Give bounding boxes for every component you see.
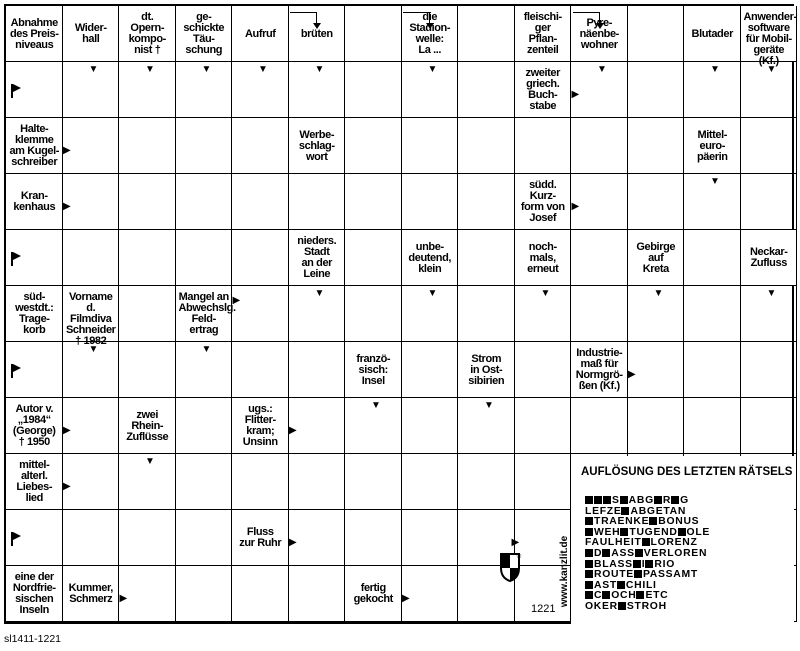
grid-cell[interactable] bbox=[289, 454, 346, 510]
right-arrow-icon: ▶ bbox=[63, 145, 71, 156]
solution-block bbox=[645, 560, 653, 568]
grid-cell[interactable] bbox=[628, 118, 685, 174]
right-arrow-icon: ▶ bbox=[571, 89, 580, 100]
clue-cell bbox=[289, 118, 346, 174]
clue-text: Gebirge auf Kreta bbox=[636, 240, 676, 275]
clue-text: südd. Kurz- form von Josef bbox=[520, 179, 565, 224]
clue-cell bbox=[345, 566, 402, 622]
right-arrow-icon: ▶ bbox=[628, 369, 636, 380]
solution-row: ROUTE PASSAMT bbox=[585, 570, 710, 581]
grid-cell[interactable] bbox=[119, 174, 176, 230]
corner-arrow-icon bbox=[290, 12, 317, 25]
grid-cell[interactable] bbox=[119, 118, 176, 174]
solution-row: TRAENKE BONUS bbox=[585, 517, 710, 528]
solution-block bbox=[602, 591, 610, 599]
grid-cell[interactable] bbox=[684, 398, 741, 454]
solution-block bbox=[585, 528, 593, 536]
solution-block bbox=[585, 581, 593, 589]
clue-text: ge- schickte Täu- schung bbox=[183, 11, 225, 56]
right-arrow-icon: ▶ bbox=[63, 425, 71, 436]
clue-cell bbox=[63, 286, 120, 347]
right-arrow-icon: ▶ bbox=[63, 201, 71, 212]
clue-cell bbox=[571, 342, 628, 398]
clue-text: Anwender- software für Mobil- geräte (Kf.) bbox=[743, 11, 797, 67]
grid-cell[interactable] bbox=[232, 566, 289, 622]
clue-cell bbox=[63, 566, 120, 622]
grid-cell[interactable] bbox=[684, 286, 741, 342]
clue-cell bbox=[232, 510, 289, 566]
grid-cell[interactable] bbox=[741, 398, 798, 454]
grid-cell[interactable] bbox=[571, 286, 628, 342]
clue-cell bbox=[628, 230, 685, 286]
down-arrow-icon: ▼ bbox=[427, 64, 438, 75]
clue-text: Neckar- Zufluss bbox=[749, 246, 788, 269]
grid-cell[interactable] bbox=[289, 566, 346, 622]
solution-row: AST CHILI bbox=[585, 581, 710, 592]
clue-text: dt. Opern- kompo- nist † bbox=[128, 11, 166, 56]
solution-block bbox=[621, 507, 629, 515]
clue-cell bbox=[6, 566, 63, 622]
clue-text: Mittel- euro- päerin bbox=[696, 128, 728, 163]
right-arrow-icon: ▶ bbox=[289, 425, 297, 436]
solution-block bbox=[642, 538, 650, 546]
clue-cell bbox=[515, 230, 572, 286]
solution-block bbox=[671, 496, 679, 504]
solution-row: D ASS VERLOREN bbox=[585, 549, 710, 560]
down-arrow-icon: ▼ bbox=[145, 64, 155, 75]
down-arrow-icon: ▼ bbox=[710, 64, 720, 75]
grid-cell[interactable] bbox=[345, 62, 402, 118]
solution-row: BLASS I RIO bbox=[585, 560, 710, 571]
grid-cell[interactable] bbox=[232, 454, 289, 510]
grid-cell[interactable] bbox=[402, 454, 459, 510]
grid-cell[interactable] bbox=[402, 118, 459, 174]
clue-text: Vorname d. Filmdiva Schneider † 1982 bbox=[65, 291, 116, 347]
clue-text: Mangel an Abwechslg. Feld- ertrag bbox=[178, 291, 236, 336]
corner-arrow-icon bbox=[403, 12, 430, 25]
grid-cell[interactable] bbox=[232, 286, 289, 342]
grid-cell[interactable] bbox=[402, 174, 459, 230]
grid-cell[interactable] bbox=[176, 398, 233, 454]
solution-grid bbox=[585, 496, 710, 613]
clue-text: brüten bbox=[300, 27, 333, 40]
grid-cell[interactable] bbox=[232, 118, 289, 174]
down-arrow-icon: ▼ bbox=[427, 288, 438, 299]
down-arrow-icon: ▼ bbox=[766, 288, 777, 299]
grid-cell[interactable] bbox=[741, 174, 798, 230]
grid-cell[interactable] bbox=[232, 230, 289, 286]
solution-block bbox=[617, 581, 625, 589]
clue-text: Werbe- schlag- wort bbox=[298, 128, 335, 163]
grid-cell[interactable] bbox=[345, 174, 402, 230]
grid-cell[interactable] bbox=[628, 62, 685, 118]
clue-text: Fluss zur Ruhr bbox=[239, 526, 282, 549]
down-arrow-icon: ▼ bbox=[484, 400, 494, 411]
grid-cell[interactable] bbox=[345, 6, 402, 62]
clue-text: nieders. Stadt an der Leine bbox=[297, 235, 337, 280]
grid-cell[interactable] bbox=[176, 566, 233, 622]
grid-cell[interactable] bbox=[628, 174, 685, 230]
grid-cell[interactable] bbox=[515, 342, 572, 398]
grid-cell[interactable] bbox=[119, 342, 176, 398]
solution-block bbox=[635, 549, 643, 557]
right-arrow-icon: ▶ bbox=[119, 593, 128, 604]
grid-cell[interactable] bbox=[289, 342, 346, 398]
clue-cell bbox=[232, 6, 289, 62]
clue-text: die Stadion- welle: La ... bbox=[409, 11, 451, 56]
grid-cell[interactable] bbox=[402, 342, 459, 398]
grid-cell[interactable] bbox=[176, 510, 233, 566]
down-arrow-icon: ▼ bbox=[314, 288, 325, 299]
solution-block bbox=[585, 591, 593, 599]
clue-text: Abnahme des Preis- niveaus bbox=[9, 16, 59, 51]
puzzle-number: 1221 bbox=[531, 603, 556, 615]
clue-cell bbox=[119, 398, 176, 454]
solution-block bbox=[585, 549, 593, 557]
clue-text: zwei Rhein- Zuflüsse bbox=[126, 408, 169, 443]
clue-text: Halte- klemme am Kugel- schreiber bbox=[9, 123, 60, 168]
grid-cell[interactable] bbox=[515, 118, 572, 174]
clue-cell bbox=[289, 230, 346, 286]
grid-cell[interactable] bbox=[232, 174, 289, 230]
svg-text:®: ® bbox=[516, 553, 522, 560]
right-arrow-icon: ▶ bbox=[571, 201, 580, 212]
clue-text: fertig gekocht bbox=[353, 582, 393, 605]
clue-text: Blutader bbox=[691, 27, 733, 40]
grid-cell[interactable] bbox=[119, 510, 176, 566]
down-arrow-icon: ▼ bbox=[597, 64, 607, 75]
clue-text: Strom in Ost- sibirien bbox=[468, 352, 505, 387]
solution-row: S ABG R G bbox=[585, 496, 710, 507]
publisher-logo-icon bbox=[499, 552, 521, 582]
grid-cell[interactable] bbox=[571, 118, 628, 174]
grid-cell[interactable] bbox=[515, 454, 572, 510]
clue-cell bbox=[402, 230, 459, 286]
grid-cell[interactable] bbox=[345, 230, 402, 286]
clue-text: mittel- alterl. Liebes- lied bbox=[16, 459, 53, 504]
grid-cell[interactable] bbox=[458, 174, 515, 230]
clue-text: franzö- sisch: Insel bbox=[356, 352, 391, 387]
grid-cell[interactable] bbox=[402, 398, 459, 454]
clue-cell bbox=[63, 6, 120, 62]
clue-text: Industrie- maß für Normgrö- ßen (Kf.) bbox=[575, 347, 623, 392]
grid-cell[interactable] bbox=[458, 230, 515, 286]
solution-block bbox=[636, 591, 644, 599]
grid-cell[interactable] bbox=[232, 342, 289, 398]
clue-cell bbox=[6, 398, 63, 454]
grid-cell[interactable] bbox=[458, 286, 515, 342]
down-arrow-icon: ▼ bbox=[258, 64, 268, 75]
right-arrow-icon: ▶ bbox=[511, 537, 520, 548]
clue-cell bbox=[741, 230, 798, 286]
grid-cell[interactable] bbox=[684, 230, 741, 286]
grid-cell[interactable] bbox=[458, 454, 515, 510]
right-arrow-icon: ▶ bbox=[289, 537, 297, 548]
grid-cell[interactable] bbox=[176, 174, 233, 230]
grid-cell[interactable] bbox=[571, 174, 628, 230]
solution-block bbox=[620, 528, 628, 536]
down-arrow-icon: ▼ bbox=[371, 400, 381, 411]
grid-cell[interactable] bbox=[684, 342, 741, 398]
clue-text: ugs.: Flitter- kram; Unsinn bbox=[242, 403, 278, 448]
right-arrow-icon: ▶ bbox=[402, 593, 410, 604]
clue-cell bbox=[684, 6, 741, 62]
solution-block bbox=[678, 528, 686, 536]
down-arrow-icon: ▼ bbox=[710, 176, 720, 187]
down-arrow-icon: ▼ bbox=[145, 456, 155, 467]
grid-cell[interactable] bbox=[402, 510, 459, 566]
grid-cell[interactable] bbox=[176, 230, 233, 286]
solution-block bbox=[620, 496, 628, 504]
clue-cell bbox=[119, 6, 176, 62]
grid-cell[interactable] bbox=[345, 286, 402, 342]
website-label bbox=[561, 530, 573, 618]
clue-text: fleischi- ger Pflan- zenteil bbox=[523, 11, 562, 56]
clue-text: Autor v. „1984“ (George) † 1950 bbox=[12, 403, 56, 448]
grid-cell[interactable] bbox=[741, 342, 798, 398]
grid-cell[interactable] bbox=[515, 398, 572, 454]
clue-cell bbox=[6, 286, 63, 342]
grid-cell[interactable] bbox=[63, 230, 120, 286]
down-arrow-icon: ▼ bbox=[88, 344, 99, 355]
flag-arrow-icon bbox=[11, 532, 21, 546]
grid-cell[interactable] bbox=[458, 62, 515, 118]
solution-block bbox=[634, 570, 642, 578]
clue-cell bbox=[741, 6, 798, 67]
flag-arrow-icon bbox=[11, 84, 21, 98]
website-text: www.kanzlit.de bbox=[559, 535, 571, 608]
solution-block bbox=[633, 560, 641, 568]
solution-block bbox=[585, 570, 593, 578]
down-arrow-icon: ▼ bbox=[653, 288, 664, 299]
solution-block bbox=[594, 496, 602, 504]
down-arrow-icon: ▼ bbox=[766, 64, 777, 75]
grid-cell[interactable] bbox=[345, 510, 402, 566]
clue-cell bbox=[6, 174, 63, 230]
solution-block bbox=[618, 602, 626, 610]
down-arrow-icon: ▼ bbox=[314, 64, 325, 75]
clue-cell bbox=[176, 6, 233, 62]
down-arrow-icon: ▼ bbox=[201, 64, 212, 75]
footer-code: sl1411-1221 bbox=[4, 633, 62, 645]
clue-text: zweiter griech. Buch- stabe bbox=[525, 67, 560, 112]
solution-block bbox=[585, 517, 593, 525]
solution-row: FAULHEIT LORENZ bbox=[585, 537, 698, 549]
flag-arrow-icon bbox=[11, 252, 21, 266]
clue-cell bbox=[345, 342, 402, 398]
solution-row: C OCH ETC bbox=[585, 591, 710, 602]
grid-cell[interactable] bbox=[289, 174, 346, 230]
down-arrow-icon: ▼ bbox=[88, 64, 99, 75]
solution-row: WEH TUGEND OLE bbox=[585, 528, 710, 539]
grid-cell[interactable] bbox=[119, 286, 176, 342]
grid-cell[interactable] bbox=[345, 454, 402, 510]
grid-cell[interactable] bbox=[741, 118, 798, 174]
grid-cell[interactable] bbox=[345, 118, 402, 174]
solution-block bbox=[585, 560, 593, 568]
corner-arrow-icon bbox=[573, 12, 600, 25]
clue-cell bbox=[6, 454, 63, 510]
solution-panel bbox=[571, 456, 794, 624]
grid-cell[interactable] bbox=[119, 566, 176, 622]
down-arrow-icon: ▼ bbox=[201, 344, 212, 355]
solution-block bbox=[654, 496, 662, 504]
clue-cell bbox=[515, 6, 572, 62]
grid-cell[interactable] bbox=[119, 230, 176, 286]
right-arrow-icon: ▶ bbox=[63, 481, 71, 492]
clue-text: Pyre- näenbe- wohner bbox=[579, 16, 619, 51]
clue-cell bbox=[684, 118, 741, 174]
clue-cell bbox=[232, 398, 289, 454]
grid-cell[interactable] bbox=[458, 6, 515, 62]
right-arrow-icon: ▶ bbox=[232, 295, 241, 306]
grid-cell[interactable] bbox=[63, 510, 120, 566]
solution-block bbox=[649, 517, 657, 525]
grid-cell[interactable] bbox=[571, 398, 628, 454]
grid-cell[interactable] bbox=[628, 398, 685, 454]
clue-text: Aufruf bbox=[244, 27, 276, 40]
solution-row: OKER STROH bbox=[585, 600, 667, 612]
clue-cell bbox=[458, 342, 515, 398]
solution-block bbox=[585, 496, 593, 504]
grid-cell[interactable] bbox=[458, 118, 515, 174]
flag-arrow-icon bbox=[11, 364, 21, 378]
grid-cell[interactable] bbox=[571, 230, 628, 286]
clue-text: noch- mals, erneut bbox=[527, 240, 559, 275]
clue-text: Kummer, Schmerz bbox=[68, 582, 113, 605]
solution-title: AUFLÖSUNG DES LETZTEN RÄTSELS bbox=[581, 466, 793, 478]
clue-cell bbox=[515, 174, 572, 230]
clue-text: Wider- hall bbox=[74, 22, 107, 45]
down-arrow-icon: ▼ bbox=[540, 288, 551, 299]
solution-block bbox=[603, 496, 611, 504]
grid-cell[interactable] bbox=[628, 6, 685, 62]
clue-cell bbox=[176, 286, 236, 342]
grid-cell[interactable] bbox=[176, 454, 233, 510]
clue-cell bbox=[515, 62, 572, 118]
clue-text: eine der Nordfrie- sischen Inseln bbox=[12, 571, 56, 616]
clue-text: unbe- deutend, klein bbox=[408, 240, 452, 275]
clue-cell bbox=[6, 118, 63, 174]
clue-text: süd- westdt.: Trage- korb bbox=[15, 291, 54, 336]
solution-row: LEFZE ABGETAN bbox=[585, 505, 687, 517]
grid-cell[interactable] bbox=[176, 118, 233, 174]
clue-cell bbox=[6, 6, 63, 62]
solution-block bbox=[602, 549, 610, 557]
clue-text: Kran- kenhaus bbox=[13, 190, 56, 213]
